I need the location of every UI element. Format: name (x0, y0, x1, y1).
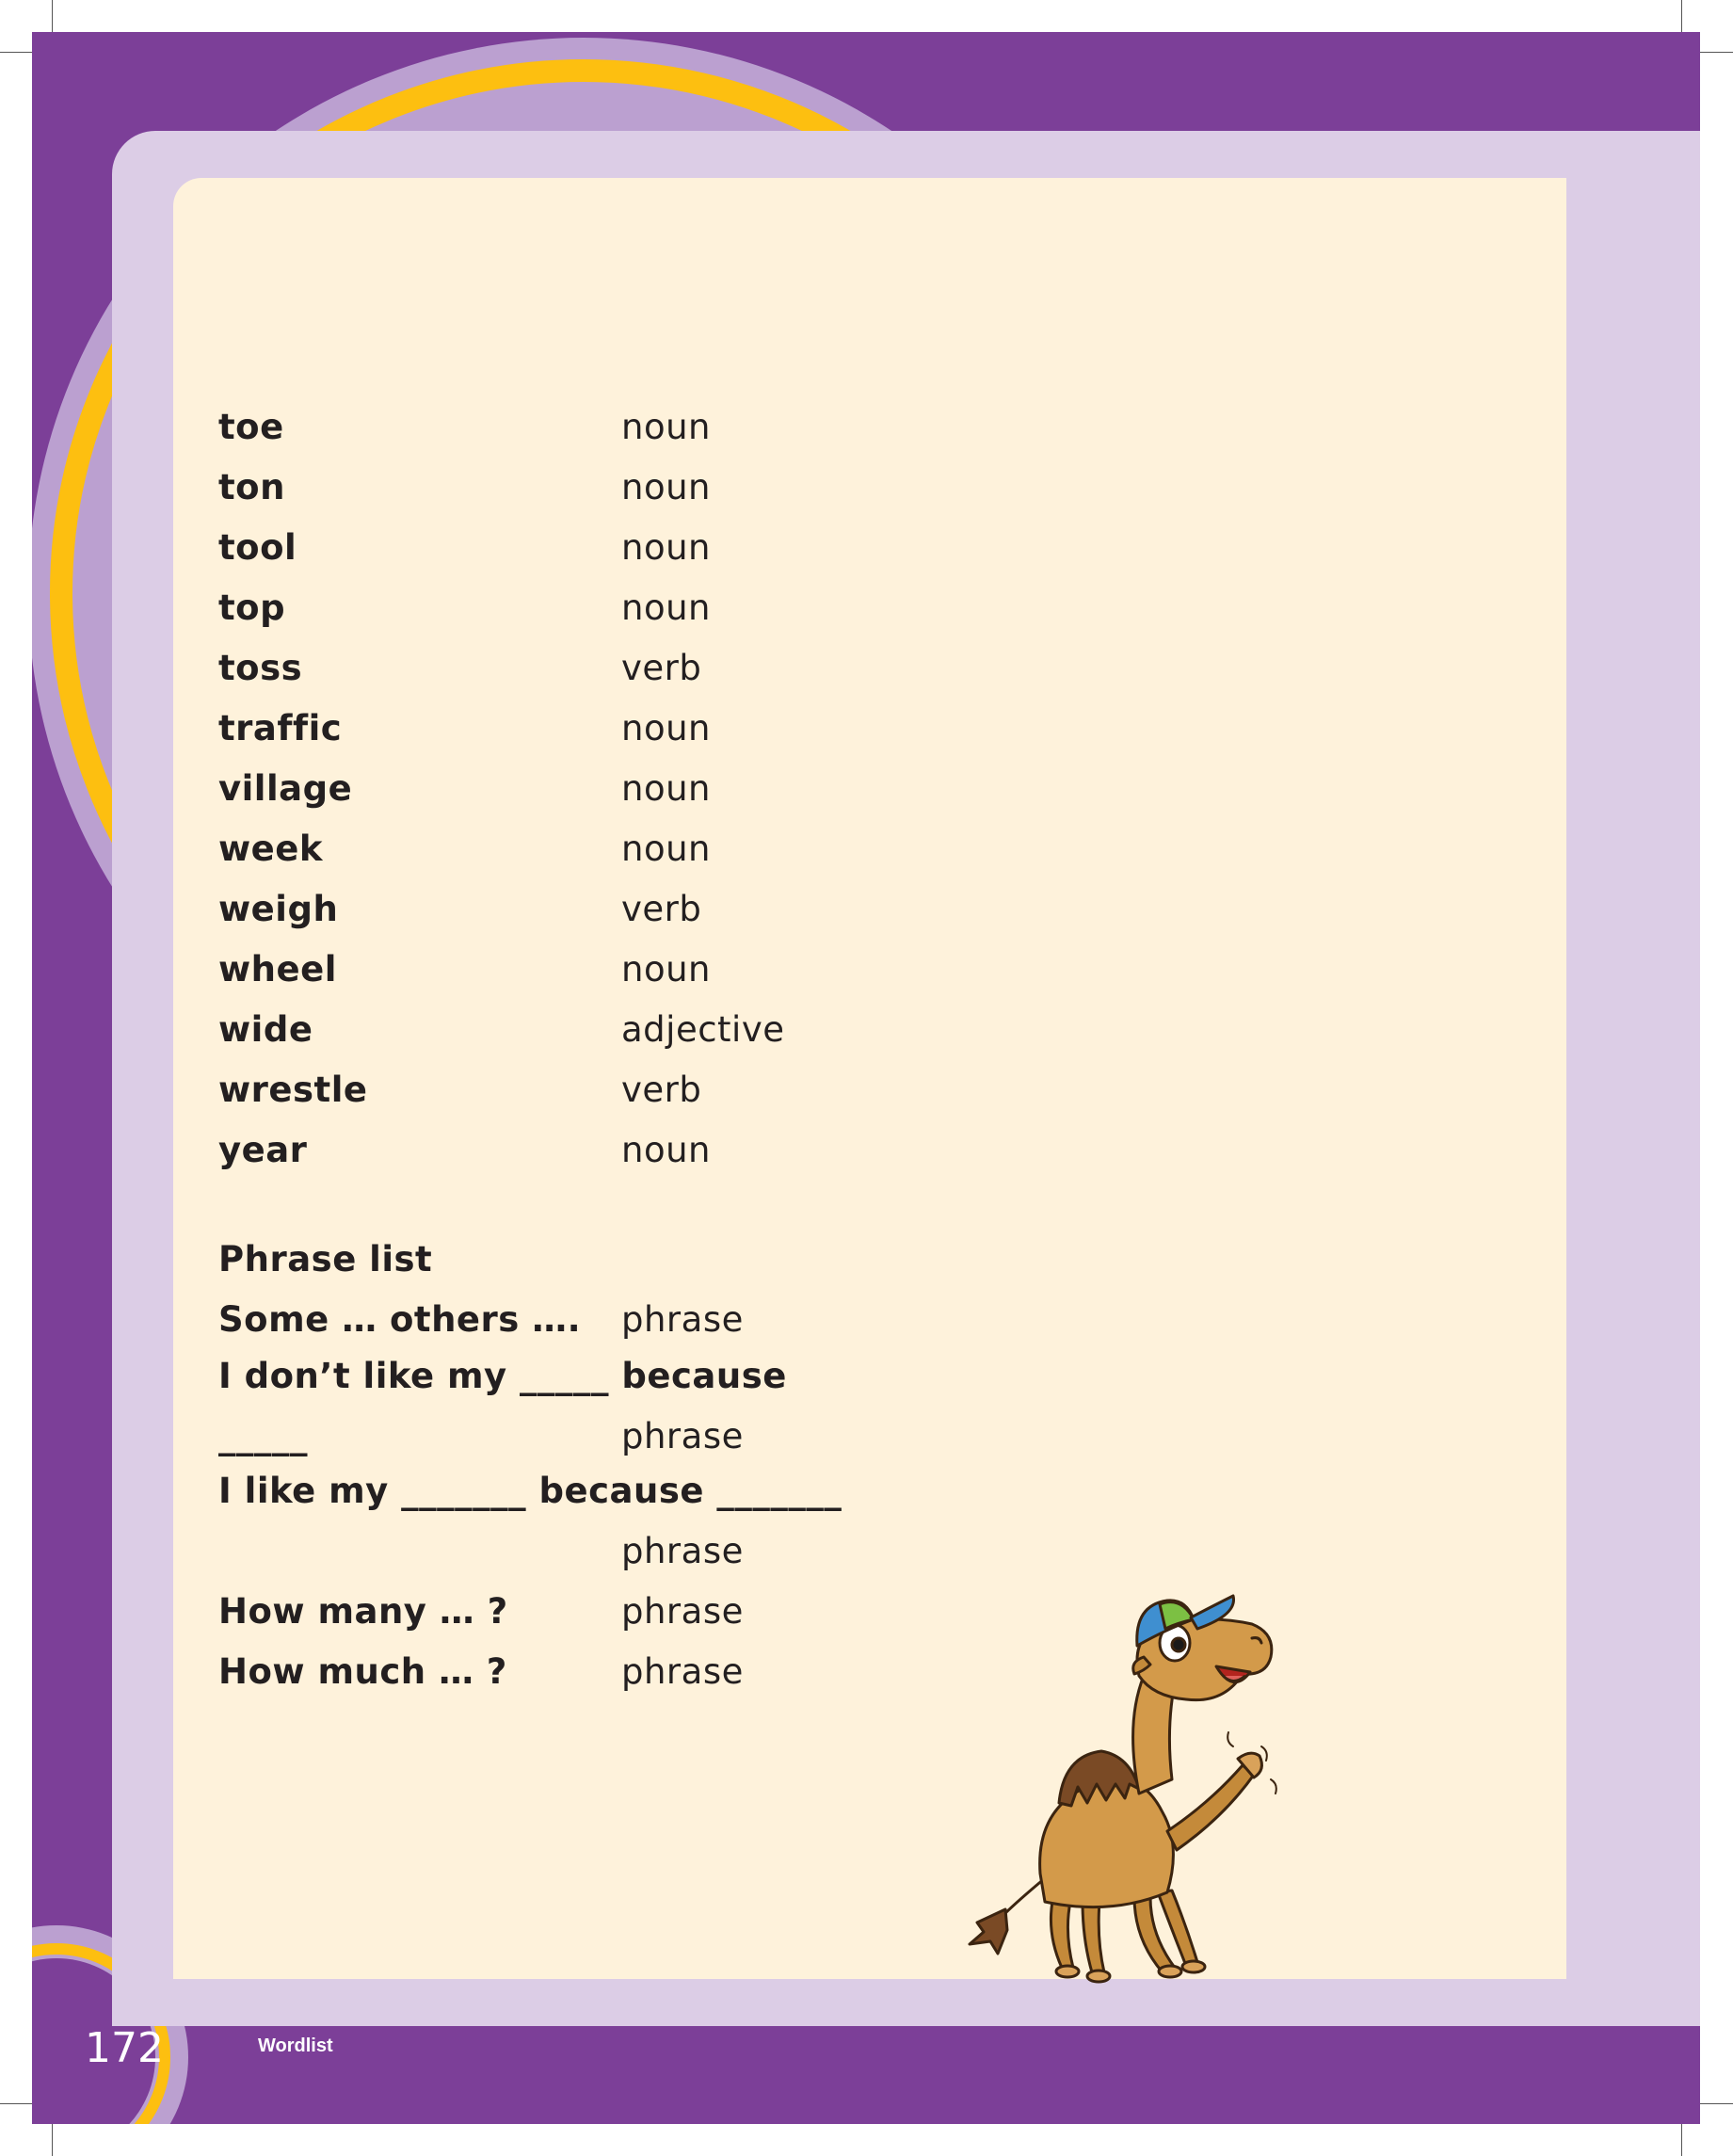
word: wide (218, 1009, 313, 1050)
word: village (218, 768, 353, 809)
part-of-speech: adjective (621, 1009, 785, 1050)
list-item (218, 1416, 1160, 1472)
phrase: Some … others …. (218, 1299, 582, 1340)
word: traffic (218, 708, 343, 748)
list-item (218, 829, 1160, 885)
list-item (218, 949, 1160, 1006)
part-of-speech: noun (621, 949, 711, 990)
word: tool (218, 527, 297, 568)
word: wrestle (218, 1070, 368, 1110)
part-of-speech: noun (621, 467, 711, 507)
part-of-speech: noun (621, 587, 711, 628)
footer-section-label: Wordlist (258, 2035, 333, 2056)
list-item (218, 407, 1160, 463)
list-item (218, 708, 1160, 764)
part-of-speech: noun (621, 1130, 711, 1170)
part-of-speech: phrase (621, 1651, 744, 1692)
section-heading (218, 1239, 1160, 1295)
part-of-speech: verb (621, 648, 702, 688)
list-item (218, 889, 1160, 945)
list-item (218, 1009, 1160, 1066)
word: toss (218, 648, 303, 688)
phrase-list-heading: Phrase list (218, 1239, 433, 1279)
word: top (218, 587, 286, 628)
phrase: _____ (218, 1416, 308, 1456)
part-of-speech: noun (621, 527, 711, 568)
list-item (218, 648, 1160, 704)
camel-illustration (951, 1591, 1327, 1987)
part-of-speech: noun (621, 708, 711, 748)
part-of-speech: phrase (621, 1531, 744, 1571)
part-of-speech: verb (621, 889, 702, 929)
part-of-speech: noun (621, 768, 711, 809)
word: toe (218, 407, 284, 447)
part-of-speech: phrase (621, 1299, 744, 1340)
word: wheel (218, 949, 337, 990)
word: weigh (218, 889, 339, 929)
list-item (218, 768, 1160, 825)
phrase: I don’t like my _____ because (218, 1356, 787, 1396)
phrase: I like my _______ because _______ (218, 1471, 842, 1511)
part-of-speech: phrase (621, 1591, 744, 1632)
list-item (218, 1070, 1160, 1126)
list-item (218, 587, 1160, 644)
part-of-speech: verb (621, 1070, 702, 1110)
list-item (218, 467, 1160, 523)
part-of-speech: noun (621, 407, 711, 447)
phrase: How many … ? (218, 1591, 508, 1632)
part-of-speech: phrase (621, 1416, 744, 1456)
phrase: How much … ? (218, 1651, 507, 1692)
list-item (218, 527, 1160, 584)
list-item (218, 1471, 1160, 1527)
part-of-speech: noun (621, 829, 711, 869)
word: ton (218, 467, 285, 507)
list-item (218, 1356, 1160, 1412)
list-item (218, 1299, 1160, 1356)
word: year (218, 1130, 308, 1170)
list-item (218, 1531, 1160, 1587)
list-item (218, 1130, 1160, 1186)
page-number: 172 (85, 2024, 164, 2072)
word: week (218, 829, 323, 869)
